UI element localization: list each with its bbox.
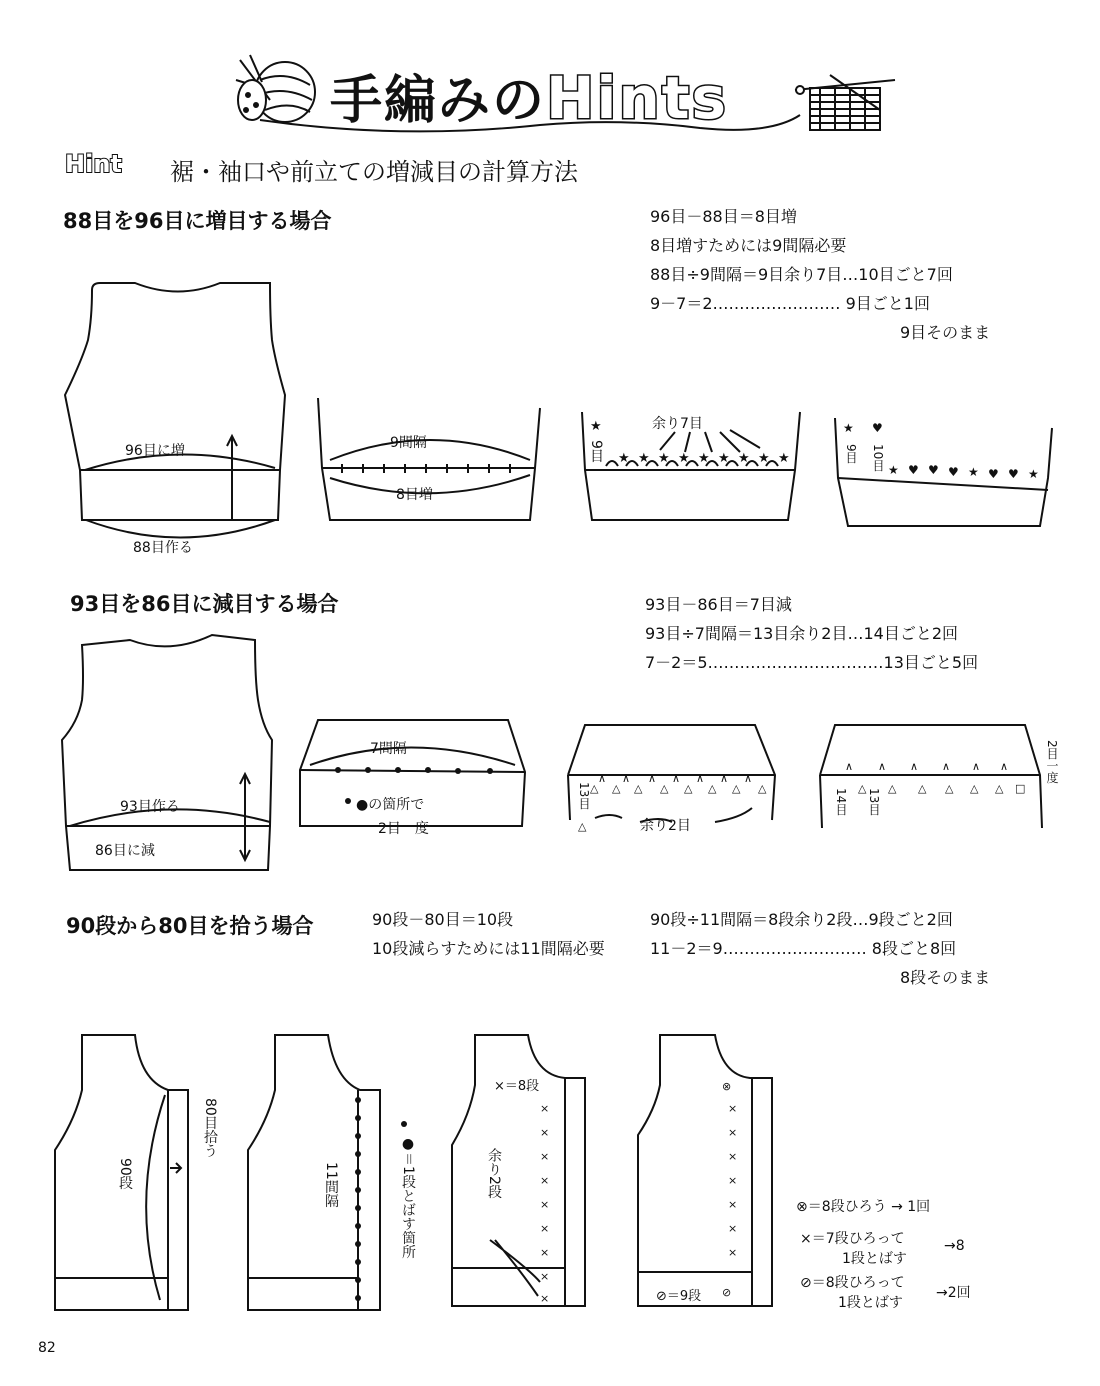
svg-text:★: ★	[968, 465, 979, 479]
svg-text:★: ★	[888, 463, 899, 477]
svg-text:×: ×	[728, 1150, 738, 1163]
svg-text:×: ×	[728, 1198, 738, 1211]
label-skip-note: ●＝1段とばす箇所	[400, 1136, 416, 1259]
calc-increase	[650, 202, 990, 347]
legend-arrow-2: →2回	[936, 1285, 971, 1301]
svg-text:△: △	[590, 782, 599, 795]
svg-text:×: ×	[540, 1198, 550, 1211]
svg-text:×: ×	[540, 1174, 550, 1187]
svg-text:★: ★	[638, 451, 650, 466]
svg-text:★: ★	[1028, 467, 1039, 481]
legend-line-1: ⊗＝8段ひろう → 1回	[796, 1199, 931, 1215]
label-remain-7: 余り7目	[652, 416, 703, 432]
title-en: Hints	[546, 64, 728, 132]
svg-text:⊘: ⊘	[722, 1286, 732, 1299]
calc-decrease	[645, 590, 978, 677]
svg-text:△: △	[970, 782, 979, 795]
svg-text:∧: ∧	[672, 772, 681, 785]
svg-text:×: ×	[728, 1102, 738, 1115]
svg-text:□: □	[1015, 782, 1026, 795]
svg-text:♥: ♥	[928, 463, 939, 477]
front-panel-4	[638, 1035, 772, 1306]
svg-text:★: ★	[678, 451, 690, 466]
svg-text:×: ×	[728, 1246, 738, 1259]
svg-text:△: △	[634, 782, 643, 795]
legend-line-2: ×＝7段ひろって	[800, 1231, 905, 1247]
svg-text:∧: ∧	[878, 760, 887, 773]
label-rows-90: 90段	[117, 1158, 133, 1190]
label-two-tog: 2目一度	[1045, 740, 1059, 784]
calc-line: 88目÷9間隔＝9目余り7目…10目ごと7回	[650, 265, 953, 284]
label-v10: 10目	[871, 444, 885, 472]
legend-line-5: 1段とばす	[838, 1295, 903, 1311]
svg-text:∧: ∧	[1000, 760, 1009, 773]
calc-line: 8段そのまま	[900, 968, 991, 987]
calc-line: 93目÷7間隔＝13目余り2目…14目ごと2回	[645, 624, 959, 643]
calc-line: 90段－80目＝10段	[372, 910, 514, 929]
calc-line: 9目そのまま	[900, 323, 991, 342]
label-cast-88: 88目作る	[133, 540, 193, 556]
svg-text:∧: ∧	[598, 772, 607, 785]
label-cast-93: 93目作る	[120, 799, 180, 815]
svg-text:×: ×	[540, 1102, 550, 1115]
svg-text:★: ★	[590, 419, 602, 434]
svg-text:∧: ∧	[622, 772, 631, 785]
svg-text:★: ★	[718, 451, 730, 466]
svg-text:★: ★	[738, 451, 750, 466]
calc-line: 8目増すためには9間隔必要	[650, 236, 847, 255]
page-number: 82	[38, 1340, 56, 1356]
svg-text:★: ★	[698, 451, 710, 466]
svg-text:△: △	[732, 782, 741, 795]
svg-text:⊗: ⊗	[722, 1080, 732, 1093]
label-increase-96: 96目に増	[125, 443, 185, 459]
svg-text:×: ×	[728, 1222, 738, 1235]
hint-label: Hint	[65, 150, 122, 178]
calc-line: 7－2＝5……………………………13目ごと5回	[645, 653, 979, 672]
vest-decrease-diagram	[62, 635, 272, 870]
label-v9b: 9目	[844, 444, 858, 464]
svg-text:△: △	[758, 782, 767, 795]
section-heading-increase: 88目を96目に増目する場合	[63, 209, 332, 233]
label-v14: 14目	[834, 788, 848, 816]
label-dot-note-2: 2目一度	[378, 821, 429, 837]
svg-text:△: △	[578, 820, 587, 833]
calc-line: 96目－88目＝8目増	[650, 207, 797, 226]
svg-text:×: ×	[540, 1126, 550, 1139]
svg-text:×: ×	[728, 1126, 738, 1139]
label-o9: ⊘＝9段	[656, 1289, 702, 1304]
vest-increase-diagram	[65, 283, 285, 538]
svg-text:×: ×	[540, 1150, 550, 1163]
calc-line: 90段÷11間隔＝8段余り2段…9段ごと2回	[650, 910, 953, 929]
svg-text:★: ★	[618, 451, 630, 466]
label-intervals-9: 9間隔	[390, 435, 427, 451]
svg-text:♥: ♥	[908, 463, 919, 477]
svg-text:×: ×	[540, 1292, 550, 1305]
calc-line: 9－7＝2…………………… 9目ごと1回	[650, 294, 930, 313]
svg-text:∧: ∧	[696, 772, 705, 785]
svg-text:∧: ∧	[744, 772, 753, 785]
svg-text:∧: ∧	[910, 760, 919, 773]
title-jp: 手編みの	[330, 71, 547, 131]
svg-text:♥: ♥	[1008, 467, 1019, 481]
legend-arrow-8: →8	[944, 1238, 965, 1254]
label-v13b: 13目	[867, 788, 881, 816]
x-marks-panel-3	[540, 1102, 549, 1305]
hem-hearts-diagram	[835, 418, 1052, 526]
label-pick-80: 80目拾う	[202, 1098, 218, 1158]
svg-text:△: △	[945, 782, 954, 795]
label-inc-8: 8目増	[396, 487, 433, 503]
svg-text:△: △	[888, 782, 897, 795]
svg-text:△: △	[708, 782, 717, 795]
svg-text:♥: ♥	[948, 465, 959, 479]
svg-text:★: ★	[758, 451, 770, 466]
svg-text:★: ★	[843, 421, 854, 435]
label-intervals-7: 7間隔	[370, 741, 407, 757]
svg-text:∧: ∧	[942, 760, 951, 773]
label-dec-86: 86目に減	[95, 843, 155, 859]
svg-text:∧: ∧	[845, 760, 854, 773]
label-v9: 9目	[588, 440, 604, 463]
svg-text:♥: ♥	[872, 421, 883, 435]
x-marks-panel-4	[722, 1080, 737, 1299]
svg-text:△: △	[918, 782, 927, 795]
svg-text:△: △	[684, 782, 693, 795]
svg-text:∧: ∧	[648, 772, 657, 785]
svg-text:∧: ∧	[972, 760, 981, 773]
section-heading-decrease: 93目を86目に減目する場合	[70, 592, 339, 616]
svg-text:△: △	[858, 782, 867, 795]
calc-line: 10段減らすためには11間隔必要	[372, 939, 605, 958]
svg-text:×: ×	[728, 1174, 738, 1187]
knitting-needles-icon	[795, 75, 895, 130]
label-dot-note-1: ●の箇所で	[356, 797, 425, 813]
calc-pickup-left	[372, 905, 605, 963]
hem-two-together-diagram	[820, 725, 1042, 828]
label-remain-2: 余り2目	[640, 818, 691, 834]
calc-line: 11－2＝9……………………… 8段ごと8回	[650, 939, 957, 958]
calc-pickup-right	[650, 905, 990, 992]
legend-line-4: ⊘＝8段ひろって	[800, 1275, 905, 1291]
svg-text:△: △	[995, 782, 1004, 795]
svg-text:×: ×	[540, 1222, 550, 1235]
label-v13: 13目	[577, 782, 591, 810]
hint-text: 裾・袖口や前立ての増減目の計算方法	[170, 158, 578, 186]
section-heading-pickup: 90段から80目を拾う場合	[66, 914, 314, 938]
legend-line-3: 1段とばす	[842, 1251, 907, 1267]
svg-text:★: ★	[658, 451, 670, 466]
label-remain-2rows: 余り2段	[486, 1148, 502, 1199]
label-x8: ×＝8段	[494, 1079, 540, 1094]
yarn-ball-icon	[236, 55, 315, 122]
svg-text:∧: ∧	[720, 772, 729, 785]
svg-text:★: ★	[778, 451, 790, 466]
svg-text:×: ×	[540, 1246, 550, 1259]
calc-line: 93目－86目＝7目減	[645, 595, 792, 614]
svg-text:×: ×	[540, 1270, 550, 1283]
svg-text:△: △	[612, 782, 621, 795]
svg-text:♥: ♥	[988, 467, 999, 481]
label-intervals-11: 11間隔	[323, 1162, 339, 1208]
svg-text:△: △	[660, 782, 669, 795]
page-title	[330, 58, 728, 133]
